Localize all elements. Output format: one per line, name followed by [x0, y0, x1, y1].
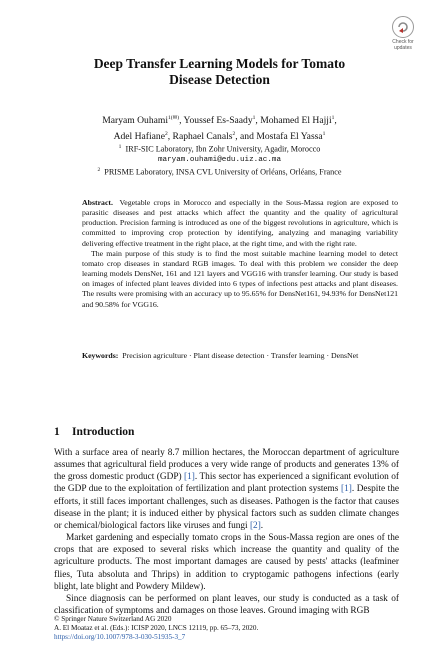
- affiliation-number: 2: [97, 167, 101, 174]
- author-affiliation-mark: 1: [252, 115, 256, 121]
- body-text: [54, 447, 399, 617]
- abstract-paragraph-2: The main purpose of this study is to find the most suitable machine learning model to detect tomato crop diseases in standard RGB images. To deal with this problem we consider the deep learning models DensNet, 161 and 121 layers and VGG16 with transfer learning. Our study is based on images of infected plant leaves divided into 6 types of infections pest attacks and plant diseases. The results were promising with an accuracy up to 95.65% for DensNet161, 94.93% for DensNet121 and 90.58% for VGG16.: [82, 248, 398, 309]
- citation-info: A. El Moataz et al. (Eds.): ICISP 2020, LNCS 12119, pp. 65–73, 2020.: [54, 624, 259, 633]
- author-email[interactable]: maryam.ouhami@edu.uiz.ac.ma: [157, 155, 282, 164]
- keywords: [82, 351, 398, 361]
- author-affiliation-mark: 2: [232, 130, 236, 137]
- section-title: Introduction: [72, 426, 135, 438]
- author-affiliation-mark: 1: [322, 130, 326, 137]
- badge-label: Check for updates: [392, 39, 414, 51]
- abstract: [82, 198, 398, 310]
- abstract-label: Abstract.: [82, 198, 113, 207]
- check-for-updates-badge[interactable]: [386, 16, 420, 56]
- author-conjunction: and: [240, 130, 254, 142]
- citation-link[interactable]: [2]: [249, 520, 261, 531]
- paper-title: Deep Transfer Learning Models for Tomato Disease Detection: [93, 56, 346, 87]
- author-name: Mostafa El Yassa: [256, 130, 323, 142]
- affiliation-number: 1: [118, 144, 122, 150]
- affiliations: [60, 142, 379, 178]
- doi-link[interactable]: https://doi.org/10.1007/978-3-030-51935-3_7: [54, 633, 186, 642]
- section-number: 1: [54, 426, 60, 438]
- body-paragraph-1: With a surface area of nearly 8.7 million hectares, the Moroccan department of agriculture assumes that agricultural field produces a very wide range of products and generates 13% of the gross domestic product (GDP) [1]. This sector has experienced a significant evolution of the GDP due to the exploitation of fertilization and plant protection systems [1]. Despite the efforts, it still faces important challenges, such as diseases. Pathogen is the factor that causes disease in the plant; it is induced either by physical factors such as sudden climate changes or chemical/biological factors like viruses and fungi [2].: [54, 448, 400, 531]
- footer: [54, 615, 399, 643]
- author-name: Mohamed El Hajji: [260, 115, 332, 127]
- section-heading: [54, 426, 134, 438]
- citation-link[interactable]: [1]: [184, 472, 195, 483]
- affiliation-2: PRISME Laboratory, INSA CVL University of Orléans, Orléans, France: [104, 167, 342, 177]
- author-name: Maryam Ouhami: [102, 115, 169, 127]
- author-affiliation-mark: 2: [165, 130, 168, 137]
- refresh-icon: [392, 16, 414, 38]
- abstract-paragraph-1: Vegetable crops in Morocco and especially in the Sous-Massa region are exposed to parasitic diseases and pest attacks which affect the quantity and the quality of agricultural production. Precision farming is introduced as one of the biggest revolutions in agriculture, which is committed to improving crop protection by identifying, analyzing and managing variability delivering effective treatment in the right place, at the right time, and with the right rate.: [82, 198, 398, 248]
- affiliation-1: IRF-SIC Laboratory, Ibn Zohr University, Agadir, Morocco: [125, 144, 321, 154]
- author-name: Youssef Es-Saady: [183, 115, 253, 127]
- author-affiliation-mark[interactable]: 1(✉): [168, 115, 180, 121]
- author-list: Maryam Ouhami$^{1(✉)}$, Youssef Es-Saady$^1$, Mohamed El Hajji$^1$, Adel Hafiane$^2$, Raphael Canals$^2$, and Mostafa El Yassa$^1$: [102, 115, 337, 142]
- body-paragraph-3: Since diagnosis can be performed on plant leaves, our study is conducted as a task of classification of symptoms and damages on those leaves. Ground imaging with RGB: [54, 593, 399, 617]
- author-name: Raphael Canals: [172, 130, 233, 142]
- keywords-label: Keywords:: [82, 351, 119, 360]
- author-name: Adel Hafiane: [113, 130, 165, 142]
- body-paragraph-2: Market gardening and especially tomato crops in the Sous-Massa region are ones of the crops that are exposed to several risks which increase the quantity and quality of the agriculture products. The most important damages are caused by pests' attacks (leafminer flies, Tuta absoluta and Thrips) in addition to cryptogamic pathogens infections (early blight, late blight and Powdery Mildew).: [54, 533, 399, 592]
- citation-link[interactable]: [1]: [340, 484, 352, 495]
- author-affiliation-mark: 1: [331, 115, 335, 121]
- keywords-list: Precision agriculture · Plant disease detection · Transfer learning · DensNet: [122, 351, 359, 360]
- copyright: © Springer Nature Switzerland AG 2020: [54, 615, 172, 623]
